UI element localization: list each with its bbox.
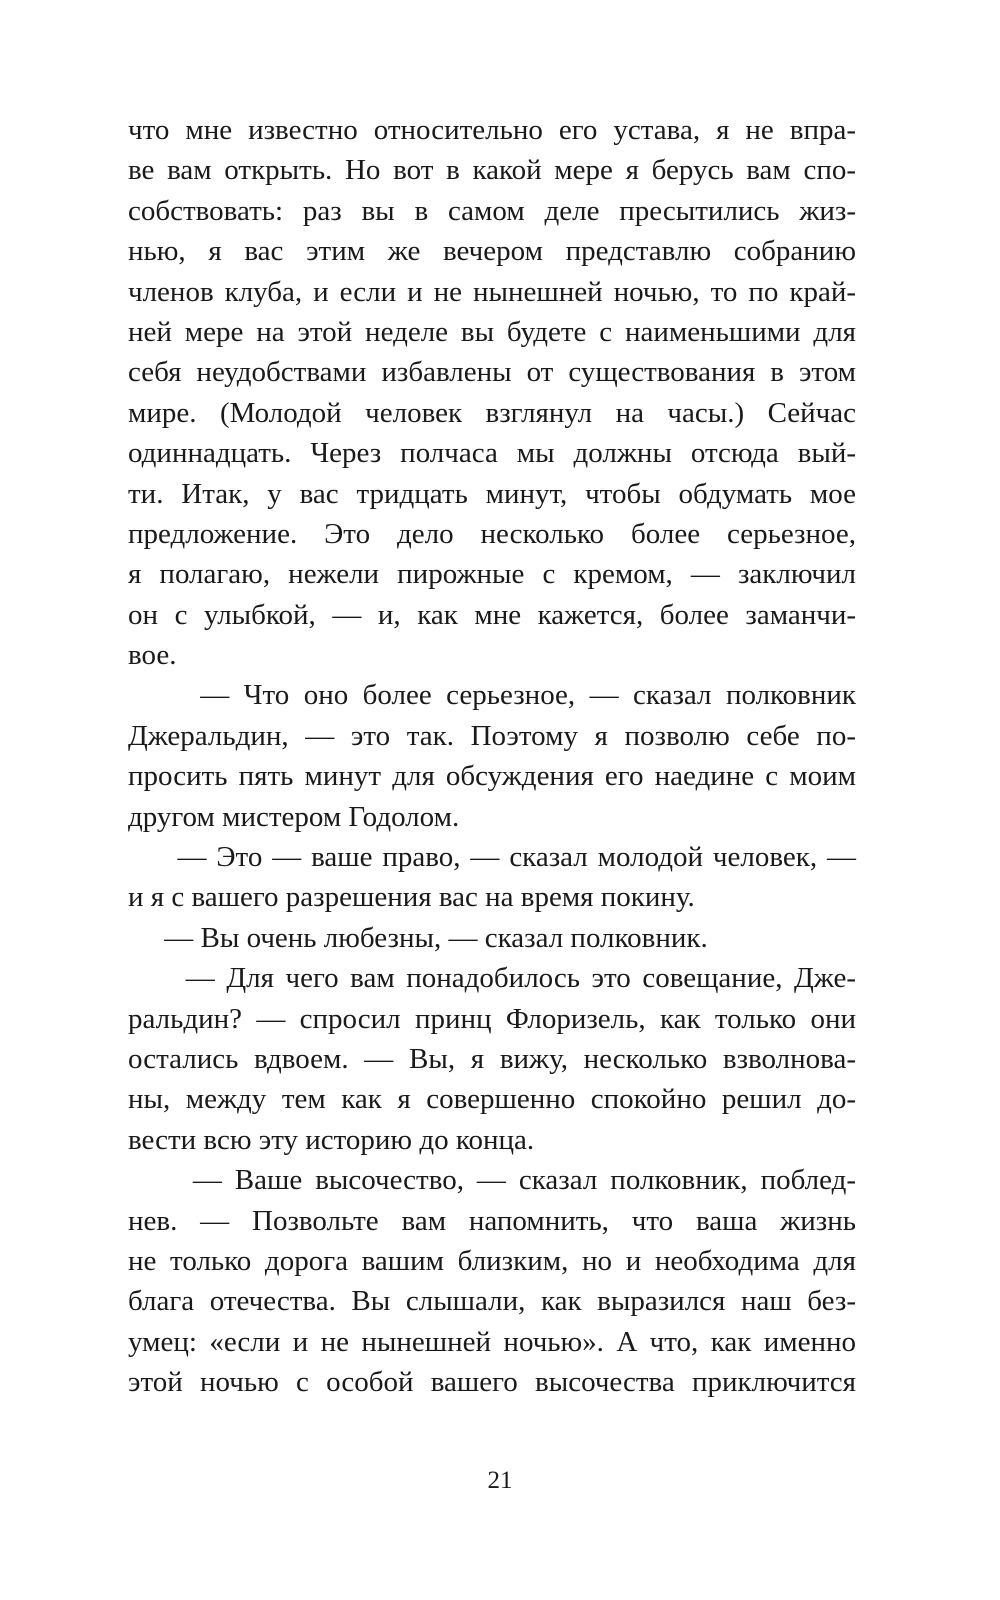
page-number: 21 [487, 1467, 513, 1494]
text-line: ти. Итак, у вас тридцать минут, чтобы обдумать мое [128, 477, 856, 510]
text-line: и я с вашего разрешения вас на время покину. [128, 881, 695, 914]
text-line: остались вдвоем. — Вы, я вижу, несколько взволнова- [128, 1042, 856, 1075]
text-line: мире. (Молодой человек взглянул на часы.) Сейчас [128, 396, 856, 429]
text-line: вое. [128, 639, 177, 672]
text-line: умец: «если и не нынешней ночью». А что, как именно [128, 1325, 856, 1358]
text-line: нью, я вас этим же вечером представлю собранию [128, 235, 856, 268]
text-line: другом мистером Годолом. [128, 800, 460, 833]
text-line: — Для чего вам понадобилось это совещание, Дже- [128, 962, 856, 995]
text-line: просить пять минут для обсуждения его наедине с моим [128, 760, 856, 793]
text-line: этой ночью с особой вашего высочества приключится [128, 1366, 856, 1399]
text-line: Джеральдин, — это так. Поэтому я позволю себе по- [128, 719, 856, 752]
text-line: — Вы очень любезны, — сказал полковник. [128, 921, 708, 954]
text-line: что мне известно относительно его устава, я не впра- [128, 114, 856, 146]
text-line: вести всю эту историю до конца. [128, 1123, 535, 1156]
text-line: одиннадцать. Через полчаса мы должны отсюда вый- [128, 437, 856, 470]
text-line: ве вам открыть. Но вот в какой мере я берусь вам спо- [128, 154, 856, 187]
text-line: я полагаю, нежели пирожные с кремом, — заключил [128, 558, 856, 591]
text-line: — Ваше высочество, — сказал полковник, поблед- [128, 1164, 856, 1197]
text-line: — Что оно более серьезное, — сказал полковник [128, 679, 856, 712]
text-line: блага отечества. Вы слышали, как выразился наш без- [128, 1285, 856, 1318]
text-line: членов клуба, и если и не нынешней ночью, то по край- [128, 275, 856, 308]
text-line: ней мере на этой неделе вы будете с наименьшими для [128, 315, 856, 348]
text-line: предложение. Это дело несколько более серьезное, [128, 517, 856, 550]
text-line: не только дорога вашим близким, но и необходима для [128, 1244, 856, 1277]
text-line: нев. — Позвольте вам напомнить, что ваша жизнь [128, 1204, 856, 1237]
text-line: ны, между тем как я совершенно спокойно решил до- [128, 1083, 856, 1116]
text-line: ральдин? — спросил принц Флоризель, как только они [128, 1002, 856, 1035]
body-text [128, 110, 856, 1403]
text-line: собствовать: раз вы в самом деле пресытились жиз- [128, 194, 856, 227]
text-line: себя неудобствами избавлены от существования в этом [128, 356, 856, 389]
text-line: — Это — ваше право, — сказал молодой человек, — [128, 841, 856, 874]
text-line: он с улыбкой, — и, как мне кажется, более заманчи- [128, 598, 856, 631]
